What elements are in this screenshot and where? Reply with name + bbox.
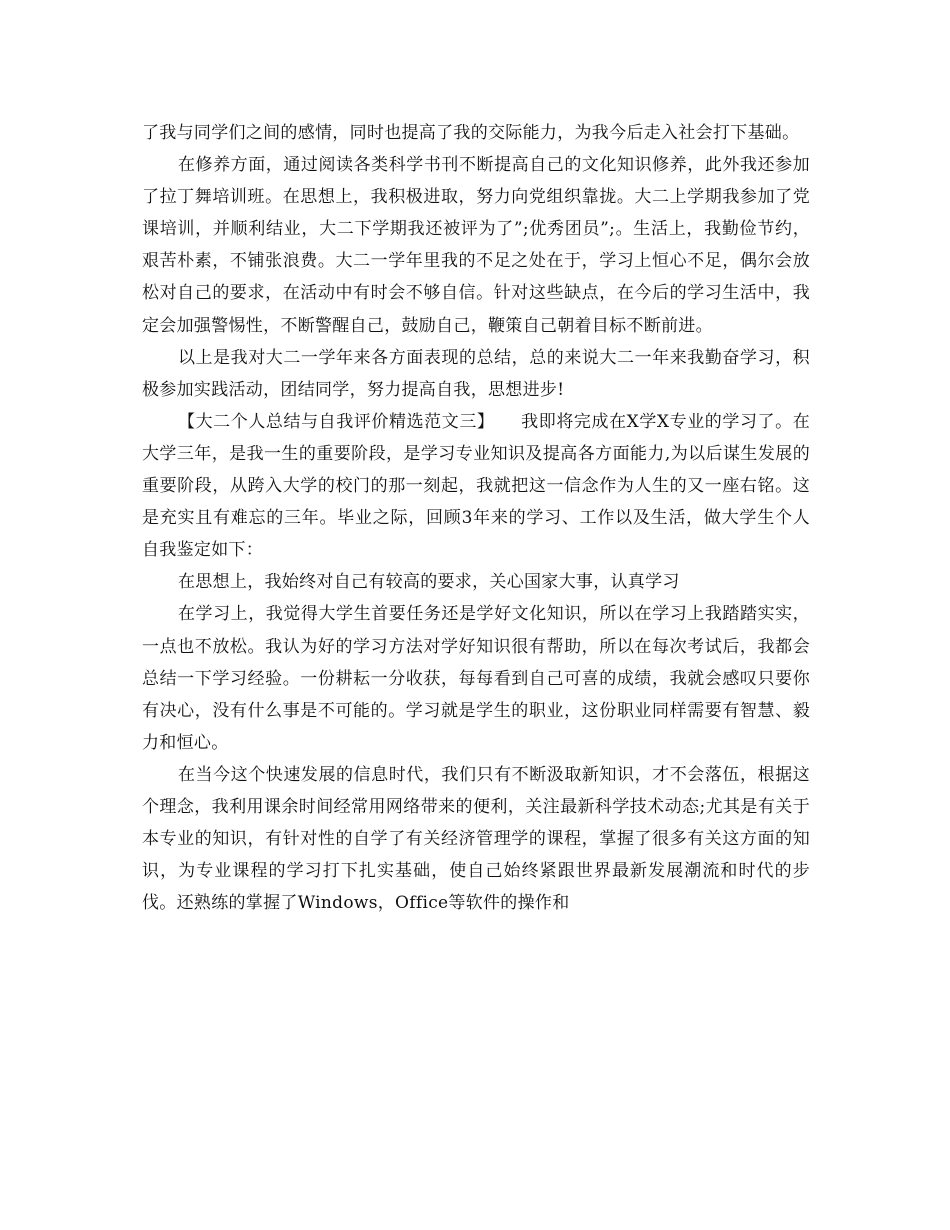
paragraph-6: 在学习上，我觉得大学生首要任务还是学好文化知识，所以在学习上我踏踏实实，一点也不放松。我认为好的学习方法对学好知识很有帮助，所以在每次考试后，我都会总结一下学习经验。一份耕耘一分收获，每每看到自己可喜的成绩，我就会感叹只要你有决心，没有什么事是不可能的。学习就是学生的职业，这份职业同样需要有智慧、毅力和恒心。	[142, 604, 810, 753]
paragraph-2: 在修养方面，通过阅读各类科学书刊不断提高自己的文化知识修养，此外我还参加了拉丁舞培训班。在思想上，我积极进取，努力向党组织靠拢。大二上学期我参加了党课培训，并顺利结业，大二下学期我还被评为了”;优秀团员”;。生活上，我勤俭节约，艰苦朴素，不铺张浪费。大二一学年里我的不足之处在于，学习上恒心不足，偶尔会放松对自己的要求，在活动中有时会不够自信。针对这些缺点，在今后的学习生活中，我定会加强警惕性，不断警醒自己，鼓励自己，鞭策自己朝着目标不断前进。	[142, 155, 810, 336]
paragraph-5: 在思想上，我始终对自己有较高的要求，关心国家大事，认真学习	[178, 572, 680, 593]
paragraph-1: 了我与同学们之间的感情，同时也提高了我的交际能力，为我今后走入社会打下基础。	[142, 123, 800, 143]
document-body	[142, 117, 810, 919]
paragraph-3: 以上是我对大二一学年来各方面表现的总结，总的来说大二一年来我勤奋学习，积极参加实践活动，团结同学，努力提高自我，思想进步!	[142, 347, 810, 400]
paragraph-4: 【大二个人总结与自我评价精选范文三】 我即将完成在X学X专业的学习了。在大学三年，是我一生的重要阶段，是学习专业知识及提高各方面能力,为以后谋生发展的重要阶段，从跨入大学的校门的那一刻起，我就把这一信念作为人生的又一座右铭。这是充实且有难忘的三年。毕业之际，回顾3年来的学习、工作以及生活，做大学生个人自我鉴定如下：	[142, 411, 810, 561]
paragraph-7: 在当今这个快速发展的信息时代，我们只有不断汲取新知识，才不会落伍，根据这个理念，我利用课余时间经常用网络带来的便利，关注最新科学技术动态;尤其是有关于本专业的知识，有针对性的自学了有关经济管理学的课程，掌握了很多有关这方面的知识，为专业课程的学习打下扎实基础，使自己始终紧跟世界最新发展潮流和时代的步伐。还熟练的掌握了Windows，Office等软件的操作和	[142, 764, 810, 914]
